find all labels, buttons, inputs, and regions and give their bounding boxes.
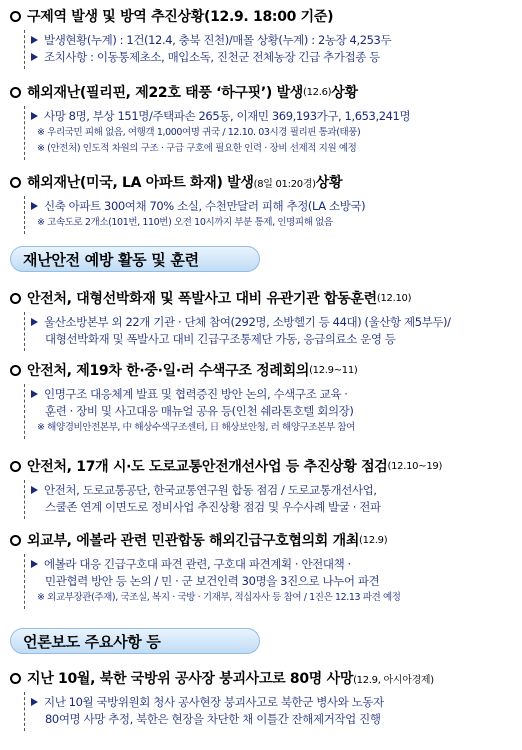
detail-box bbox=[24, 196, 516, 234]
section-heading: 지난 10월, 북한 국방위 공사장 붕괴사고로 80명 사망 bbox=[27, 671, 354, 687]
triangle-bullet-icon bbox=[31, 112, 38, 120]
category-banner: 재난안전 예방 활동 및 훈련 bbox=[10, 246, 260, 272]
detail-line: 대형선박화재 및 폭발사고 대비 긴급구조통제단 가동, 응급의료소 운영 등 bbox=[45, 332, 396, 346]
circle-bullet-icon bbox=[10, 673, 21, 684]
section-ship-fire-drill bbox=[10, 288, 516, 351]
section-fmd bbox=[10, 6, 516, 69]
section-heading: 해외재난(미국, LA 아파트 화재) 발생 bbox=[27, 175, 254, 191]
section-road-safety bbox=[10, 456, 516, 519]
detail-line: 스쿨존 연계 이면도로 정비사업 추진상황 점검 및 우수사례 발굴 · 전파 bbox=[45, 500, 381, 514]
note-line: ※ 해양경비안전본부, 中 해상수색구조센터, 日 해상보안청, 러 해양구조본부 참여 bbox=[37, 422, 355, 433]
section-heading-tail: 상황 bbox=[331, 85, 358, 101]
detail-line: 80여명 사망 추정, 북한은 현장을 차단한 채 이틀간 잔해제거작업 진행 bbox=[45, 712, 381, 726]
note-line: ※ (안전처) 인도적 차원의 구조 · 구급 구호에 필요한 인력 · 장비 선제적 지원 예정 bbox=[37, 143, 357, 154]
triangle-bullet-icon bbox=[31, 53, 38, 61]
circle-bullet-icon bbox=[10, 87, 21, 98]
detail-line: 훈련 · 장비 및 사고대응 매뉴얼 공유 등(인천 쉐라톤호텔 회의장) bbox=[45, 404, 354, 418]
section-heading-date: (12.9~11) bbox=[309, 364, 358, 376]
detail-box bbox=[24, 384, 516, 439]
circle-bullet-icon bbox=[10, 535, 21, 546]
triangle-bullet-icon bbox=[31, 318, 38, 326]
section-heading-date: (12.6) bbox=[303, 86, 332, 98]
detail-box bbox=[24, 312, 516, 351]
note-line: ※ 우리국민 피해 없음, 여행객 1,000여명 귀국 / 12.10. 03시경 필리핀 통과(태풍) bbox=[37, 127, 361, 138]
section-philippines-typhoon bbox=[10, 82, 516, 160]
section-heading-date: (12.10~19) bbox=[387, 460, 443, 472]
section-heading: 안전처, 17개 시·도 도로교통안전개선사업 등 추진상황 점검 bbox=[27, 459, 388, 475]
detail-line: 발생현황(누계) : 1건(12.4, 충북 진천)/매몰 상황(누계) : 2농장 4,253두 bbox=[44, 33, 392, 47]
detail-line: 조치사항 : 이동통제초소, 매입소독, 진천군 전체농장 긴급 추가접종 등 bbox=[44, 50, 380, 64]
detail-line: 민관협력 방안 등 논의 / 민 · 군 보건인력 30명을 3진으로 나누어 파견 bbox=[45, 574, 380, 588]
circle-bullet-icon bbox=[10, 293, 21, 304]
category-banner: 언론보도 주요사항 등 bbox=[10, 628, 260, 654]
note-line: ※ 고속도로 2개소(101번, 110번) 오전 10시까지 부분 통제, 인명피해 없음 bbox=[37, 217, 333, 228]
detail-line: 인명구조 대응체계 발표 및 협력증진 방안 논의, 수색구조 교육 · bbox=[44, 387, 348, 401]
section-heading-tail: 상황 bbox=[315, 175, 343, 191]
section-heading-date: (12.9) bbox=[359, 534, 388, 546]
circle-bullet-icon bbox=[10, 365, 21, 376]
triangle-bullet-icon bbox=[31, 36, 38, 44]
triangle-bullet-icon bbox=[31, 698, 38, 706]
detail-line: 신축 아파트 300여채 70% 소실, 수천만달러 피해 추정(LA 소방국) bbox=[44, 199, 366, 213]
triangle-bullet-icon bbox=[31, 486, 38, 494]
circle-bullet-icon bbox=[10, 177, 21, 188]
triangle-bullet-icon bbox=[31, 202, 38, 210]
detail-line: 사망 8명, 부상 151명/주택파손 265동, 이재민 369,193가구, 1,653,241명 bbox=[44, 109, 411, 123]
detail-box bbox=[24, 106, 516, 160]
section-heading-date: (8일 01:20경) bbox=[253, 178, 316, 190]
detail-box bbox=[24, 480, 516, 519]
section-heading-date: (12.9, 아시아경제) bbox=[353, 674, 434, 686]
section-heading: 안전처, 제19차 한·중·일·러 수색구조 정례회의 bbox=[27, 363, 310, 379]
detail-line: 지난 10월 국방위원회 청사 공사현장 붕괴사고로 북한군 병사와 노동자 bbox=[44, 695, 384, 709]
detail-box bbox=[24, 30, 516, 69]
section-heading: 안전처, 대형선박화재 및 폭발사고 대비 유관기관 합동훈련 bbox=[27, 291, 377, 307]
triangle-bullet-icon bbox=[31, 390, 38, 398]
section-ebola bbox=[10, 530, 516, 609]
detail-line: 에볼라 대응 긴급구호대 파견 관련, 구호대 파견계획 · 안전대책 · bbox=[44, 557, 351, 571]
note-line: ※ 외교부장관(주재), 국조실, 복지 · 국방 · 기재부, 적십자사 등 참여 / 1진은 12.13 파견 예정 bbox=[37, 592, 401, 603]
section-heading: 구제역 발생 및 방역 추진상황(12.9. 18:00 기준) bbox=[27, 9, 334, 25]
detail-line: 울산소방본부 외 22개 기관 · 단체 참여(292명, 소방헬기 등 44대) (울산항 제5부두)/ bbox=[44, 315, 451, 329]
detail-box bbox=[24, 554, 516, 609]
detail-line: 안전처, 도로교통공단, 한국교통연구원 합동 점검 / 도로교통개선사업, bbox=[44, 483, 377, 497]
section-heading-date: (12.10) bbox=[376, 292, 412, 304]
section-sar-meeting bbox=[10, 360, 516, 439]
triangle-bullet-icon bbox=[31, 560, 38, 568]
circle-bullet-icon bbox=[10, 461, 21, 472]
section-nk-collapse bbox=[10, 668, 516, 731]
circle-bullet-icon bbox=[10, 11, 21, 22]
section-heading: 외교부, 에볼라 관련 민관합동 해외긴급구호협의회 개최 bbox=[27, 533, 360, 549]
section-la-fire bbox=[10, 172, 516, 234]
detail-box bbox=[24, 692, 516, 731]
section-heading: 해외재난(필리핀, 제22호 태풍 ‘하구핏’) 발생 bbox=[27, 85, 304, 101]
